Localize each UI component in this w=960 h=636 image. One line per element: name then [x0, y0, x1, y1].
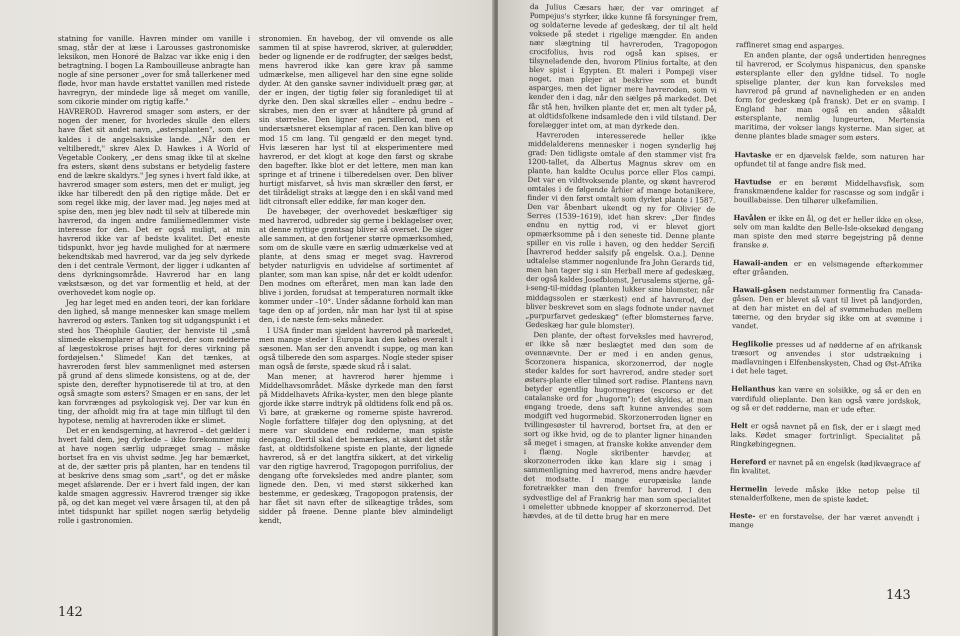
entry-text: er navnet på en engelsk (kød)kvægrace af fin kvalitet. [729, 457, 921, 476]
entry-text: er også navnet på en fisk, der er i slægt med laks. Kødet smager fortrinligt. Specialitet på Ringkøbingegnen. [730, 420, 921, 449]
dictionary-entry [734, 150, 924, 171]
paragraph: Det er en kendsgerning, at havrerod – det gælder i hvert fald dem, jeg dyrkede – ikke forekommer mig at have nogen særlig udpræget smag – måske bortset fra en vis uhvist sødme. Jeg har bemærket, at de, der sætter pris på planten, har en tendens til at beskrive dens smag som „sart", og det er måske meget afslørende. Der er i hvert fald ingen, der kan kalde smagen aggressiv. Havrerod trænger sig ikke på, og det kan meget vel være årsagen til, at den på intet tidspunkt har spillet nogen særlig betydelig rolle i gastronomien. [58, 426, 250, 526]
entry-term: Heste- [729, 510, 756, 521]
dictionary-entries [729, 150, 924, 532]
paragraph: Man mener, at havrerod hører hjemme i Middelhavsområdet. Måske dyrkede man den først på Middelhavets Afrika-kyster, men den blege plante gjorde ikke større indtryk på oldtidens folk end på os. Vi børe, at grækerne og romerne spiste havrerod. Nogle forfattere tilføjer dog den oplysning, at det mere var skuddene end rødderne, man spiste dengang. Dertil skal det bemærkes, at skønt det står fast, at oldtidsfolkene spiste en plante, der lignede havrerod, så er det langtfra sikkert, at det virkelig var den rigtige havrerod, Tragopogon porrifolius, der dengang ofte forveksledes med andre planter, som lignede den. Den, vi med størst sikkerhed kan bestemme, er gedeskæg, Tragopogon pratensis, der har fået sit navn efter de silkeagtige trådes, som sidder på frøene. Denne plante blev almindeligt kendt, [259, 371, 453, 526]
entry-term: Hermelin [729, 483, 768, 494]
dictionary-entry [730, 457, 920, 478]
dictionary-entry [734, 177, 924, 207]
dictionary-entry [731, 384, 921, 414]
entry-term: Hawaii-gåsen [732, 285, 787, 295]
entry-term: Havålen [733, 212, 767, 223]
entry-text: kan være en solsikke, og så er den en værdifuld olieplante. Den kan også være jordskok, og så er det rødderne, man er ude efter. [730, 385, 922, 414]
entry-text: presses ud af nødderne af en afrikansk træsort og anvendes i stor udstrækning i madlavningen i Elfenbenskysten, Chad og Øst-Afrika i det hele taget. [731, 339, 922, 377]
entry-term: Havtudse [733, 176, 772, 187]
right-page [498, 0, 960, 636]
paragraph: da Julius Cæsars hær, der var omringet af Pompejus's styrker, ikke kunne få forsyninger frem, og soldaterne levede af gedeskæg, der til alt held voksede på stedet i rigelige mængder. En anden nær slægtning til havreroden, Tragopogon crocifolius, hvis rod også kan spises, er tilsyneladende den, hvorom Plinius fortalte, at den blev spist i Egypten. Et maleri i Pompeji viser noget, man plejer at beskrive som et bundt asparges, men det ligner mere havreroden, som vi kender den i dag, når den sælges på markedet. Det får stå hen, hvilken plante det er, men alt tyder på, at oldtidsfolkene indsamlede den i vild tilstand. Der forelægger intet om, at man dyrkede den. [528, 2, 718, 131]
paragraph-havrerod: HAVREROD. Havrerod smager som østers, er der nogen der mener, for hvorledes skulle den ellers have fået sit andet navn, „østersplanten", som den kaldes i de angelsaksiske lande. „Når den er veltilberedt," skrev Alex D. Hawkes i A World of Vegetable Cookery, „er dens smag ikke til at skelne fra østers, skønt dens substans er betydelig fastere end de lækre skaldyrs." Jeg synes i hvert fald ikke, at havrerod smager som østers, men det er muligt, jeg ikke har tilberedt den på den rigtige måde. Det er som regel ikke mig, der laver mad. Jeg nøjes med at spise den, men jeg blev nødt til selv at tilberede min havrerod, da ingen andre familiemedlemmer viste interesse for den. Det er også muligt, at min havrerod ikke var af bedste kvalitet. Det eneste tidspunkt, hvor jeg havde mulighed for at nærmere bekendtskab med havrerod, var da jeg selv dyrkede den i det centrale Vermont, der ligger i udkanten af dens dyrkningsområde. Havrerod har en lang vækstsæson, og det var formentlig et held, at der overhovedet kom nogle op. [58, 107, 250, 298]
paragraph: Jeg har leget med en anden teori, der kan forklare den lighed, så mange mennesker kan smage mellem havrerod og østers. Tanken tog sit udgangspunkt i et sted hos Théophile Gautier, der henviste til „små slimede eksemplarer af havrerod, der som rødderne af lægestokrose prises højt for deres virkning på fordøjelsen." Slimede! Kan det tænkes, at havreroden først blev sammenlignet med østersen på grund af dens slimede konsistens, og at de, der spiste den, derefter hypnotiserede til at tro, at den også smagte som østers? Smagen er en sans, der let kan forvrænges ad psykologisk vej. Der var kun én ting, der afholdt mig fra at tage min tilflugt til den hypotese, nemlig at havreroden ikke er slimet. [58, 298, 250, 425]
paragraph: stronomien. En havebog, der vil omvende os alle sammen til at spise havrerod, skriver, at gulerødder, beder og lignende er de rodfrugter, der sælges bedst, mens havrerod ikke kan gøre krav på samme udmærkelse, men alligevel har den sine egne solide dyder. At den ganske savner individuelt præg gør, at der er ingen, der tigtig føler sig foranlediget til at dyrke den. Den skal skrælles eller – endnu bedre – skrabes, men den er svær at håndtere på grund af sin størrelse. Den ligner en persillerod, men et undersætsneret eksemplar af racen. Den kan blive op mod 15 cm lang. Til gengæld er den meget tynd. Hvis læseren har lyst til at eksperimentere med havrerod, er det klogt at koge den først og skrabe den bagefter. Ikke blot er det lettere, men man kan springe et af trinene i tilberedelsen over. Den bliver hurtigt misfarvet, så hvis man skræller den først, er det tilrådeligt straks at lægge den i en skål vand med lidt citronsaft eller eddike, før man koger den. [259, 34, 453, 206]
left-column-1 [58, 34, 250, 527]
paragraph: De havebøger, der overhovedet beskæftiger sig med havrerod, udbreder sig gerne i beklagelser over, at denne nyttige grøntsag bliver så overset. De siger alle sammen, at den fortjener større opmærksomhed, som om de skulle være en særlig udmærkelse ved at plante, at dens smag er meget svag. Havrerod betyder naturligvis en udvidelse af sortimentet af planter, som man kan spise, når det er koldt udenfor. Den modnes om efteråret, men man kan lade den blive i jorden, forudsat at temperaturen normalt ikke kommer under –10°. Under sådanne forhold kan man tage den op af jorden, når man har lyst til at spise den, i de næste fem-seks måneder. [259, 206, 453, 325]
paragraph: I USA finder man sjældent havrerod på markedet, men mange steder i Europa kan den købes overalt i sæsonen. Man ser den anvendt i suppe, og man kan også tilberede den som asparges. Nogle steder spiser man også de første, spæde skud rå i salat. [259, 325, 453, 371]
entry-text: nedstammer formentlig fra Canada-gåsen. Den er blevet så vant til livet på landjorden, at den har mistet en del af svømmehuden mellem tæerne, og den bryder sig ikke om at svømme i vandet. [731, 285, 923, 331]
paragraph: raffineret smag end asparges. [735, 40, 845, 51]
page-number-right: 143 [886, 588, 911, 603]
paragraph: Havreroden interesserede heller ikke middelalderens mennesker i nogen synderlig høj grad: Den tidligste omtale af den stammer vist fra 1200-tallet, da Albertus Magnus skrev om en plante, han kaldte Oculus porce eller Flos campi. Det var en vildtvoksende plante, og skønt havrerod omtales i de følgende århier af mange botanikere, finder vi den først omtalt som dyrket plante i 1587. Den var åbenbart ukendt og ny for Olivier de Serres (1539–1619), idet han skrev: „Der findes endnu en nyttig rod, vi er blevet gjort opmærksomme på i den seneste tid. Denne plante spiller en vis rolle i haven, og den hedder Sercifi [havrerod hedder salsify på engelsk. O.a.]. Denne udtalelse stammer nogenlunde fra John Gerards tid, men han tager sig i sin Herball mere af gedeskæg, der også kaldes Josefblomst, Jerusalems stjerne, gå-i-seng-til-middag (planten lukker sine blomster, når middagssolen er stærkest) end af havrerod, der bliver beskrevet som en slags fodnote under navnet „purpurfarvet gedeskæg" (efter blomsternes farve. Gedeskæg har gule blomster). [525, 129, 717, 331]
entry-text: er en forstavelse, der har været anvendt i mange [729, 511, 920, 530]
dictionary-entry [732, 285, 923, 333]
entry-term: Havtaske [734, 149, 772, 160]
dictionary-entry [733, 258, 923, 279]
paragraph: En anden plante, der også undertiden henregnes til havrerod, er Scolymus hispanicus, den spanske østersplante eller den gyldne tidsel. To nogle spiselige planter, der kun kan forveksles med havrerod på grund af navneligheden er en anden form for gedeskæg (på fransk). Det er en svamp. I England har man også en anden såkaldt østersplante, nemlig lungeurten, Mertensia maritima, der vokser langs kysterne. Man siger, at denne plantes blade smager som østers. [734, 50, 926, 143]
dictionary-entry [731, 339, 921, 378]
entry-term: Heglikolie [731, 339, 773, 349]
entry-text: levede måske ikke netop pelse til stenalderfolkene, men de spiste kødet. [729, 484, 920, 504]
dictionary-entry [730, 421, 920, 451]
entry-term: Hawaii-anden [732, 257, 788, 268]
right-column-2 [729, 40, 926, 541]
right-column-1 [523, 2, 718, 523]
dictionary-entry [729, 511, 919, 532]
dictionary-entry [733, 213, 923, 252]
entry-term: Hereford [730, 456, 767, 467]
paragraph: statning for vanille. Havren minder om vanille i smag, står der at læse i Larousses gastronomiske leksikon, men Honoré de Balzac var ikke enig i den betragtning. I bogen La Rambouilleuse anbragte han nogle af sine personer „over for små tallerkener med fløde, hvor man havde erstattet vanillen med ristede havregryn, der mindede lige så meget om vanille, som cikorie minder om rigtig kaffe." [58, 34, 250, 107]
paragraph: Den plante, der oftest forveksles med havrerod, er ikke så nær beslægtet med den som de ovennævnte. Der er med i en anden genus, Scorzonera hispanica, skorzonerrod, der nogle steder kaldes for sort havrerod, andre steder sort østers-plante eller tilmed sort radise. Plantens navn betyder egentlig hugormegræs (escorso er det catalanske ord for „hugorm"); det skyldes, at man engang troede, dens saft kunne anvendes som modgift ved hugormebid. Skorzonerroden ligner en tvillingesøster til havrerod, bortset fra, at den er sort og ikke hvid, og de to planter ligner hinanden så meget i smagen, at franske kokke anvender dem i flæng. Nogle skribenter hævder, at skorzonerroden ikke kan klare sig i smag i sammenligning med havrerod, mens andre hævder det modsatte. I mange europæiske lande foretrækker man den fremfor havrerod. I den sydvestlige del af Frankrig har man som specialitet i omeletter ubbnede knopper af skorzonerrod. Det hævdes, at de til dette brug har en mere [522, 329, 714, 522]
entry-term: Helt [730, 420, 748, 430]
page-number-left: 142 [58, 605, 83, 620]
entry-text: er en velsmagende efterkommer efter gråanden. [732, 258, 923, 277]
entry-text: er en berømt Middelhavsfisk, som franskmændene kalder for rascasse og som indgår i bouillabaisse. Den tilhører ulkefamilien. [733, 177, 925, 206]
entry-text: er ikke en ål, og det er heller ikke en okse, selv om man kaldte den Belle-Isle-oksekød dengang man spiste den med større begejstring på denne franske ø. [733, 213, 924, 250]
entry-term: Helianthus [731, 384, 776, 395]
dictionary-entry [730, 484, 920, 505]
entry-text: er en djævelsk fælde, som naturen har opfundet til at fange andre fisk med. [734, 150, 925, 170]
left-column-2 [259, 34, 453, 527]
